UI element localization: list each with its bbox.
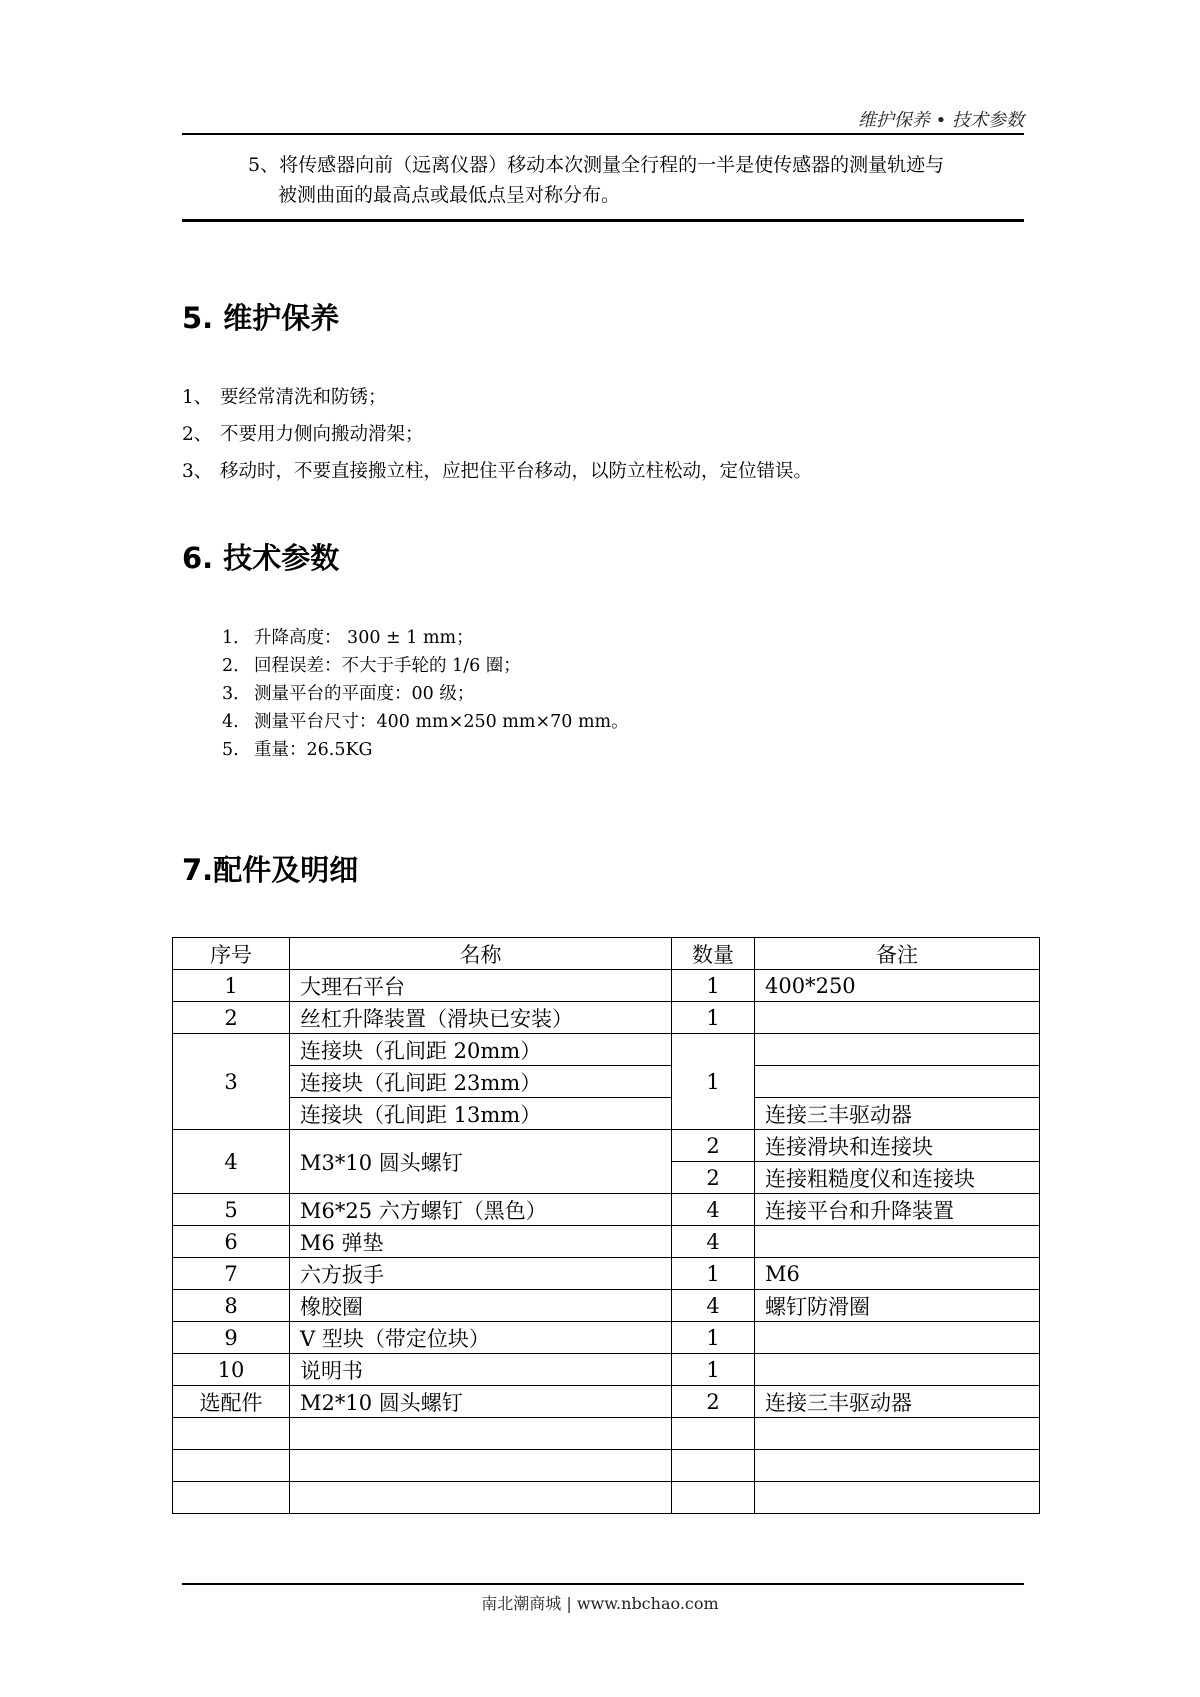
cell-qty: 2	[672, 1130, 755, 1162]
cell-name: 连接块（孔间距 20mm）	[290, 1034, 672, 1066]
cell-note: 连接滑块和连接块	[755, 1130, 1040, 1162]
cell-name: M6*25 六方螺钉（黑色）	[290, 1194, 672, 1226]
list-item-number: 4.	[222, 712, 239, 732]
list-item-text: 测量平台尺寸：400 mm×250 mm×70 mm。	[254, 712, 629, 732]
cell-note: 连接三丰驱动器	[755, 1098, 1040, 1130]
cell-name: 连接块（孔间距 13mm）	[290, 1098, 672, 1130]
cell-note	[755, 1002, 1040, 1034]
section-5-title: 5. 维护保养	[182, 301, 340, 335]
cell-seq: 9	[173, 1322, 290, 1354]
cell-empty	[672, 1450, 755, 1482]
table-header-row	[173, 938, 1040, 970]
cell-seq: 8	[173, 1290, 290, 1322]
cell-note: 连接平台和升降装置	[755, 1194, 1040, 1226]
cell-seq: 6	[173, 1226, 290, 1258]
page-footer: 南北潮商城 | www.nbchao.com	[481, 1594, 719, 1613]
cell-name: 六方扳手	[290, 1258, 672, 1290]
cell-note	[755, 1034, 1040, 1066]
list-item-text: 要经常清洗和防锈；	[220, 387, 387, 408]
cell-name: 大理石平台	[290, 970, 672, 1002]
list-item	[222, 680, 629, 708]
list-item-text: 升降高度： 300 ± 1 mm；	[254, 628, 474, 648]
table-row-empty	[173, 1450, 1040, 1482]
cell-note	[755, 1354, 1040, 1386]
cell-name: M2*10 圆头螺钉	[290, 1386, 672, 1418]
table-row-empty	[173, 1482, 1040, 1514]
cell-note: M6	[755, 1258, 1040, 1290]
table-row	[173, 1002, 1040, 1034]
table-row	[173, 1066, 1040, 1098]
list-item	[222, 652, 629, 680]
maintenance-list	[182, 383, 812, 494]
list-item-number: 3．	[222, 684, 251, 704]
cell-seq: 7	[173, 1258, 290, 1290]
table-row	[173, 1322, 1040, 1354]
section-6-title: 6. 技术参数	[182, 541, 340, 575]
list-item	[222, 708, 629, 736]
cell-empty	[173, 1450, 290, 1482]
list-item	[182, 420, 812, 457]
page-header-title: 维护保养 • 技术参数	[857, 110, 1024, 131]
cell-name: V 型块（带定位块）	[290, 1322, 672, 1354]
cell-name: 橡胶圈	[290, 1290, 672, 1322]
table-row	[173, 1226, 1040, 1258]
cell-seq: 10	[173, 1354, 290, 1386]
cell-seq: 5	[173, 1194, 290, 1226]
cell-qty: 4	[672, 1194, 755, 1226]
intro-rule	[182, 219, 1024, 222]
cell-qty: 1	[672, 1002, 755, 1034]
table-row	[173, 1034, 1040, 1066]
list-item-text: 测量平台的平面度：00 级；	[254, 684, 475, 704]
cell-empty	[755, 1418, 1040, 1450]
cell-seq: 3	[173, 1034, 290, 1130]
list-item	[222, 736, 629, 764]
list-item-text: 回程误差：不大于手轮的 1/6 圈；	[254, 656, 521, 676]
cell-qty: 1	[672, 1354, 755, 1386]
intro-line-1: 5、将传感器向前（远离仪器）移动本次测量全行程的一半是使传感器的测量轨迹与	[248, 154, 945, 176]
header-rule	[182, 133, 1024, 135]
list-item-number: 1、	[182, 387, 213, 408]
cell-seq: 4	[173, 1130, 290, 1194]
cell-empty	[290, 1482, 672, 1514]
cell-note: 连接三丰驱动器	[755, 1386, 1040, 1418]
cell-note: 连接粗糙度仪和连接块	[755, 1162, 1040, 1194]
cell-empty	[672, 1418, 755, 1450]
intro-line-2: 被测曲面的最高点或最低点呈对称分布。	[278, 184, 621, 206]
cell-name: 丝杠升降装置（滑块已安装）	[290, 1002, 672, 1034]
table-row	[173, 1290, 1040, 1322]
cell-qty: 1	[672, 1258, 755, 1290]
list-item-number: 2．	[222, 656, 251, 676]
cell-empty	[755, 1450, 1040, 1482]
cell-qty: 4	[672, 1226, 755, 1258]
table-row	[173, 1354, 1040, 1386]
cell-note	[755, 1226, 1040, 1258]
table-row	[173, 1386, 1040, 1418]
list-item-number: 1．	[222, 628, 251, 648]
cell-empty	[290, 1450, 672, 1482]
cell-seq: 2	[173, 1002, 290, 1034]
cell-qty: 1	[672, 1034, 755, 1130]
table-row	[173, 1258, 1040, 1290]
table-row	[173, 1130, 1040, 1162]
cell-qty: 2	[672, 1386, 755, 1418]
header-cell-qty: 数量	[672, 938, 755, 970]
header-cell-note: 备注	[755, 938, 1040, 970]
list-item	[182, 383, 812, 420]
table-row	[173, 970, 1040, 1002]
cell-qty: 1	[672, 970, 755, 1002]
list-item-number: 3、	[182, 461, 213, 482]
cell-qty: 1	[672, 1322, 755, 1354]
table-row-empty	[173, 1418, 1040, 1450]
section-7-title: 7.配件及明细	[182, 853, 359, 887]
parts-table	[172, 937, 1040, 1514]
spec-list	[222, 624, 629, 764]
list-item-text: 移动时，不要直接搬立柱，应把住平台移动，以防立柱松动，定位错误。	[220, 461, 813, 482]
footer-rule	[182, 1583, 1024, 1585]
table-row	[173, 1098, 1040, 1130]
cell-note	[755, 1066, 1040, 1098]
list-item-number: 2、	[182, 424, 213, 445]
cell-empty	[173, 1418, 290, 1450]
list-item	[182, 457, 812, 494]
cell-empty	[755, 1482, 1040, 1514]
cell-empty	[173, 1482, 290, 1514]
list-item-text: 不要用力侧向搬动滑架；	[220, 424, 424, 445]
cell-note: 螺钉防滑圈	[755, 1290, 1040, 1322]
header-cell-seq: 序号	[173, 938, 290, 970]
cell-note	[755, 1322, 1040, 1354]
list-item	[222, 624, 629, 652]
cell-name: M6 弹垫	[290, 1226, 672, 1258]
cell-name: 说明书	[290, 1354, 672, 1386]
cell-empty	[672, 1482, 755, 1514]
cell-note: 400*250	[755, 970, 1040, 1002]
cell-name: 连接块（孔间距 23mm）	[290, 1066, 672, 1098]
cell-name: M3*10 圆头螺钉	[290, 1130, 672, 1194]
header-cell-name: 名称	[290, 938, 672, 970]
intro-paragraph	[248, 150, 1028, 210]
cell-seq: 1	[173, 970, 290, 1002]
cell-qty: 2	[672, 1162, 755, 1194]
cell-seq: 选配件	[173, 1386, 290, 1418]
list-item-number: 5.	[222, 740, 239, 760]
cell-qty: 4	[672, 1290, 755, 1322]
cell-empty	[290, 1418, 672, 1450]
table-row	[173, 1194, 1040, 1226]
list-item-text: 重量：26.5KG	[254, 740, 373, 760]
